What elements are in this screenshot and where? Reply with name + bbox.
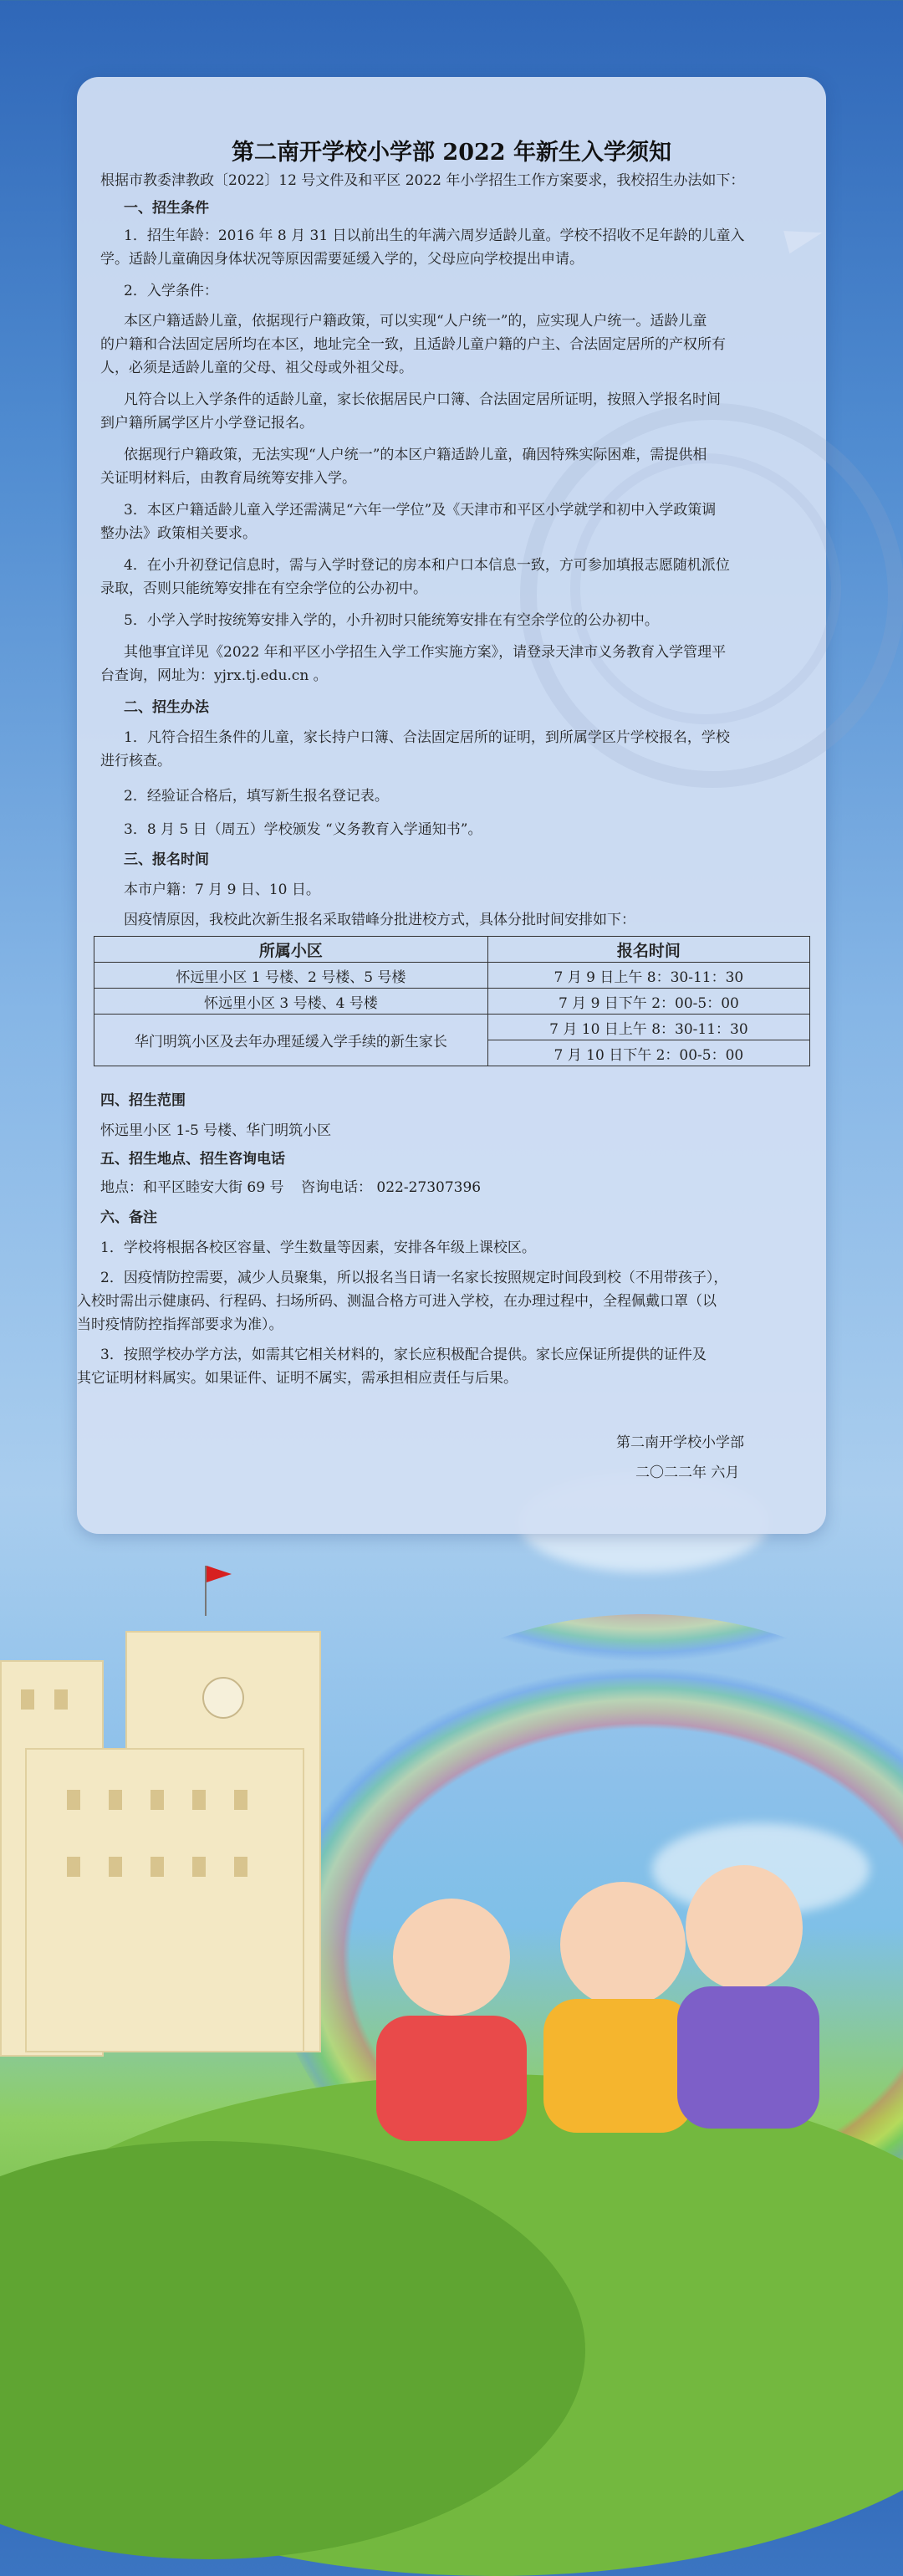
paragraph: 1．招生年龄：2016 年 8 月 31 日以前出生的年满六周岁适龄儿童。学校不招收不足年龄的儿童入 <box>124 227 745 244</box>
paragraph: 录取，否则只能统筹安排在有空余学位的公办初中。 <box>100 580 427 597</box>
table-cell-time: 7 月 10 日上午 8：30-11：30 <box>487 1015 809 1040</box>
kid-girl-illustration <box>393 1899 510 2016</box>
table-cell-area: 怀远里小区 3 号楼、4 号楼 <box>94 989 488 1015</box>
paragraph: 的户籍和合法固定居所均在本区，地址完全一致，且适龄儿童户籍的户主、合法固定居所的产权所有 <box>100 336 726 353</box>
paragraph: 入校时需出示健康码、行程码、扫场所码、测温合格方可进入学校，在办理过程中，全程佩戴口罩（以 <box>77 1293 717 1310</box>
paragraph: 台查询，网址为：yjrx.tj.edu.cn 。 <box>100 667 328 684</box>
window <box>67 1790 80 1810</box>
table-cell-time: 7 月 9 日上午 8：30-11：30 <box>487 963 809 989</box>
paragraph: 4．在小升初登记信息时，需与入学时登记的房本和户口本信息一致，方可参加填报志愿随机派位 <box>124 557 730 574</box>
paragraph: 怀远里小区 1-5 号楼、华门明筑小区 <box>100 1122 332 1139</box>
paragraph: 关证明材料后，由教育局统筹安排入学。 <box>100 470 356 487</box>
school-signature: 第二南开学校小学部 <box>616 1434 744 1451</box>
paragraph: 因疫情原因，我校此次新生报名采取错峰分批进校方式，具体分批时间安排如下： <box>124 912 635 928</box>
paragraph: 1．学校将根据各校区容量、学生数量等因素，安排各年级上课校区。 <box>100 1239 536 1256</box>
paragraph: 当时疫情防控指挥部要求为准）。 <box>77 1316 283 1333</box>
clock-icon <box>202 1677 244 1719</box>
window <box>21 1689 34 1710</box>
kid-girl-dress <box>376 2016 527 2141</box>
section-heading: 六、备注 <box>100 1209 157 1226</box>
phone: 咨询电话： 022-27307396 <box>301 1179 482 1196</box>
paragraph: 整办法》政策相关要求。 <box>100 525 257 542</box>
page-title: 第二南开学校小学部 2022 年新生入学须知 <box>232 140 671 166</box>
section-heading: 三、报名时间 <box>124 851 209 868</box>
paragraph: 其他事宜详见《2022 年和平区小学招生入学工作实施方案》，请登录天津市义务教育入学管理平 <box>124 644 727 661</box>
kid-boy-illustration <box>686 1865 803 1991</box>
section-heading: 四、招生范围 <box>100 1092 186 1109</box>
window <box>150 1790 164 1810</box>
window <box>192 1857 206 1877</box>
red-flag-icon <box>207 1566 232 1582</box>
paragraph: 进行核查。 <box>100 753 171 769</box>
window <box>150 1857 164 1877</box>
paragraph: 3．本区户籍适龄儿童入学还需满足“六年一学位”及《天津市和平区小学就学和初中入学政策调 <box>124 502 717 519</box>
table-row <box>94 963 810 989</box>
kid-boy-shirt <box>543 1999 694 2133</box>
table-cell-time: 7 月 10 日下午 2：00-5：00 <box>487 1040 809 1066</box>
window <box>54 1689 68 1710</box>
table-cell-area: 怀远里小区 1 号楼、2 号楼、5 号楼 <box>94 963 488 989</box>
paragraph: 2．因疫情防控需要，减少人员聚集，所以报名当日请一名家长按照规定时间段到校（不用带孩子）， <box>100 1270 728 1286</box>
paragraph: 3．8 月 5 日（周五）学校颁发 “义务教育入学通知书”。 <box>124 821 482 838</box>
section-heading: 二、招生办法 <box>124 699 209 716</box>
paragraph: 本区户籍适龄儿童，依据现行户籍政策，可以实现“人户统一”的，应实现人户统一。适龄儿童 <box>124 313 707 330</box>
window <box>67 1857 80 1877</box>
paragraph: 2．经验证合格后，填写新生报名登记表。 <box>124 788 389 805</box>
table-header: 所属小区 <box>94 937 488 963</box>
window <box>192 1790 206 1810</box>
section-heading: 五、招生地点、招生咨询电话 <box>100 1151 285 1168</box>
window <box>109 1857 122 1877</box>
table-header-row <box>94 937 810 963</box>
table-cell-time: 7 月 9 日下午 2：00-5：00 <box>487 989 809 1015</box>
kid-boy-illustration <box>560 1882 686 2007</box>
paragraph: 5．小学入学时按统筹安排入学的，小升初时只能统筹安排在有空余学位的公办初中。 <box>124 612 659 629</box>
window <box>234 1790 247 1810</box>
table-row <box>94 1015 810 1040</box>
paragraph: 到户籍所属学区片小学登记报名。 <box>100 415 314 432</box>
schedule-table <box>94 936 810 1066</box>
paragraph: 学。适龄儿童确因身体状况等原因需要延缓入学的，父母应向学校提出申请。 <box>100 251 584 268</box>
paragraph: 1．凡符合招生条件的儿童，家长持户口簿、合法固定居所的证明，到所属学区片学校报名，学校 <box>124 729 730 746</box>
paragraph: 凡符合以上入学条件的适龄儿童，家长依据居民户口簿、合法固定居所证明，按照入学报名时间 <box>124 391 721 408</box>
paragraph: 依据现行户籍政策，无法实现“人户统一”的本区户籍适龄儿童，确因特殊实际困难，需提供相 <box>124 447 707 463</box>
paragraph: 本市户籍：7 月 9 日、10 日。 <box>124 882 320 898</box>
window <box>109 1790 122 1810</box>
window <box>234 1857 247 1877</box>
notice-card <box>77 77 826 1534</box>
paragraph: 其它证明材料属实。如果证件、证明不属实，需承担相应责任与后果。 <box>77 1370 518 1387</box>
signature-date: 二〇二二年 六月 <box>635 1464 740 1481</box>
paragraph: 人，必须是适龄儿童的父母、祖父母或外祖父母。 <box>100 360 413 376</box>
table-cell-area: 华门明筑小区及去年办理延缓入学手续的新生家长 <box>94 1015 488 1066</box>
paragraph: 2．入学条件： <box>124 283 218 299</box>
section-heading: 一、招生条件 <box>124 200 209 217</box>
table-row <box>94 989 810 1015</box>
intro: 根据市教委津教政〔2022〕12 号文件及和平区 2022 年小学招生工作方案要求，我校招生办法如下： <box>100 172 745 189</box>
address: 地点：和平区睦安大街 69 号 <box>100 1179 284 1196</box>
paragraph: 3．按照学校办学方法，如需其它相关材料的，家长应积极配合提供。家长应保证所提供的证件及 <box>100 1347 707 1363</box>
kid-boy-shirt <box>677 1986 819 2129</box>
table-header: 报名时间 <box>487 937 809 963</box>
